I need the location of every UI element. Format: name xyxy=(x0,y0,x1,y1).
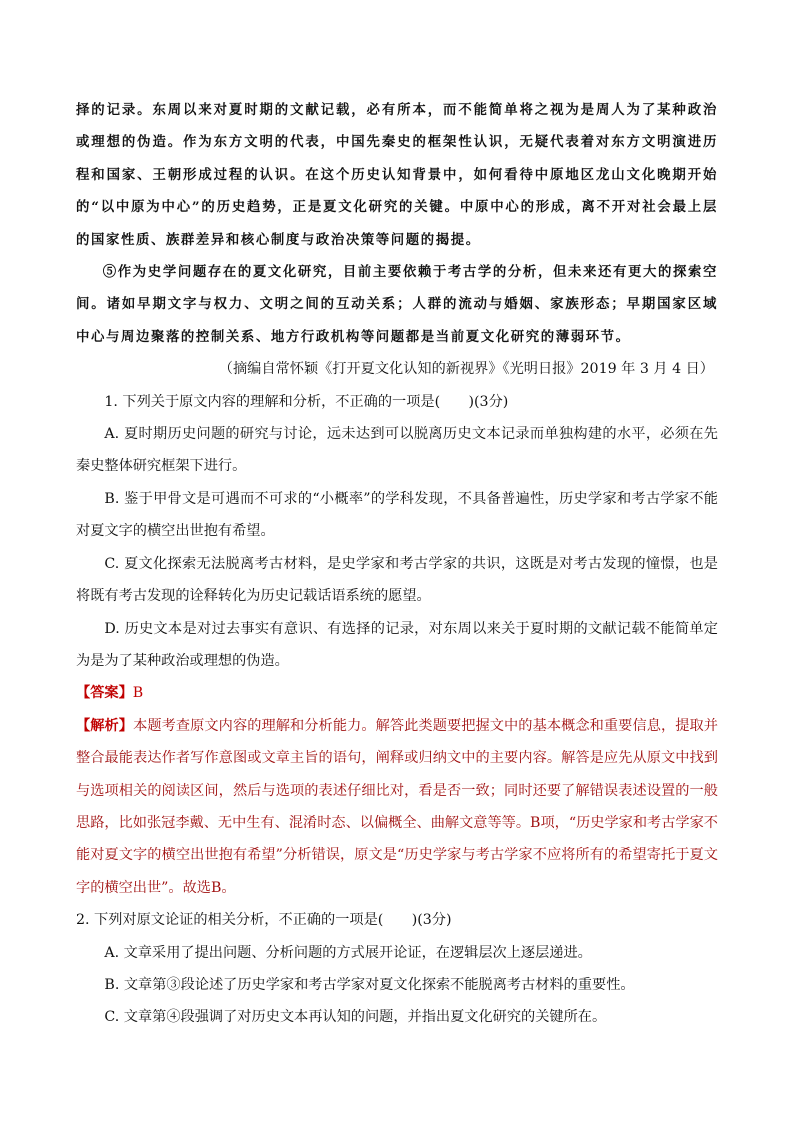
question-2-stem: 2. 下列对原文论证的相关分析，不正确的一项是( )(3分) xyxy=(76,912,452,929)
analysis-text: 本题考查原文内容的理解和分析能力。解答此类题要把握文中的基本概念和重要信息，提取并整合最能表达作者写作意图或文章主旨的语句，阐释或归纳文中的主要内容。解答是应先从原文中找到与选项相关的阅读区间，然后与选项的表述仔细比对，看是否一致；同时还要了解错误表述设置的一般思路，比如张冠李戴、无中生有、混淆时态、以偏概全、曲解文意等等。B项，“历史学家和考古学家不能对夏文字的横空出世抱有希望”分析错误，原文是“历史学家与考古学家不应将所有的希望寄托于夏文字的横空出世”。故选B。 xyxy=(76,717,718,896)
source-citation: （摘编自常怀颖《打开夏文化认知的新视界》《光明日报》2019 年 3 月 4 日） xyxy=(218,361,714,378)
analysis-tag: 【解析】 xyxy=(76,717,134,734)
answer-tag: 【答案】 xyxy=(76,685,133,702)
question-2-option-c: C. 文章第④段强调了对历史文本再认知的问题，并指出夏文化研究的关键所在。 xyxy=(104,1009,607,1026)
question-2-option-b: B. 文章第③段论述了历史学家和考古学家对夏文化探索不能脱离考古材料的重要性。 xyxy=(104,976,635,993)
question-1-answer xyxy=(76,677,718,709)
question-1-option-c: C. 夏文化探索无法脱离考古材料，是史学家和考古学家的共识，这既是对考古发现的憧憬，也是将既有考古发现的诠释转化为历史记载话语系统的愿望。 xyxy=(76,555,718,605)
passage-paragraph-4-tail: 择的记录。东周以来对夏时期的文献记载，必有所本，而不能简单将之视为是周人为了某种政治或理想的伪造。作为东方文明的代表，中国先秦史的框架性认识，无疑代表着对东方文明演进历程和国家、王朝形成过程的认识。在这个历史认知背景中，如何看待中原地区龙山文化晚期开始的“以中原为中心”的历史趋势，正是夏文化研究的关键。中原中心的形成，离不开对社会最上层的国家性质、族群差异和核心制度与政治决策等问题的揭提。 xyxy=(76,102,718,248)
passage-paragraph-5: ⑤作为史学问题存在的夏文化研究，目前主要依赖于考古学的分析，但未来还有更大的探索空间。诸如早期文字与权力、文明之间的互动关系；人群的流动与婚姻、家族形态；早期国家区域中心与周边聚落的控制关系、地方行政机构等问题都是当前夏文化研究的薄弱环节。 xyxy=(76,264,718,345)
answer-value: B xyxy=(132,685,144,702)
question-1-option-b: B. 鉴于甲骨文是可遇而不可求的“小概率”的学科发现，不具备普遍性，历史学家和考古学家不能对夏文字的横空出世抱有希望。 xyxy=(76,490,718,540)
question-1-stem: 1. 下列关于原文内容的理解和分析，不正确的一项是( )(3分) xyxy=(104,393,509,410)
question-1-analysis xyxy=(76,710,718,904)
question-1-option-d: D. 历史文本是对过去事实有意识、有选择的记录，对东周以来关于夏时期的文献记载不能简单定为是为了某种政治或理想的伪造。 xyxy=(76,620,718,669)
question-1-option-a: A. 夏时期历史问题的研究与讨论，远未达到可以脱离历史文本记录而单独构建的水平，必须在先秦史整体研究框架下进行。 xyxy=(76,426,718,475)
question-2-option-a: A. 文章采用了提出问题、分析问题的方式展开论证，在逻辑层次上逐层递进。 xyxy=(104,944,592,961)
